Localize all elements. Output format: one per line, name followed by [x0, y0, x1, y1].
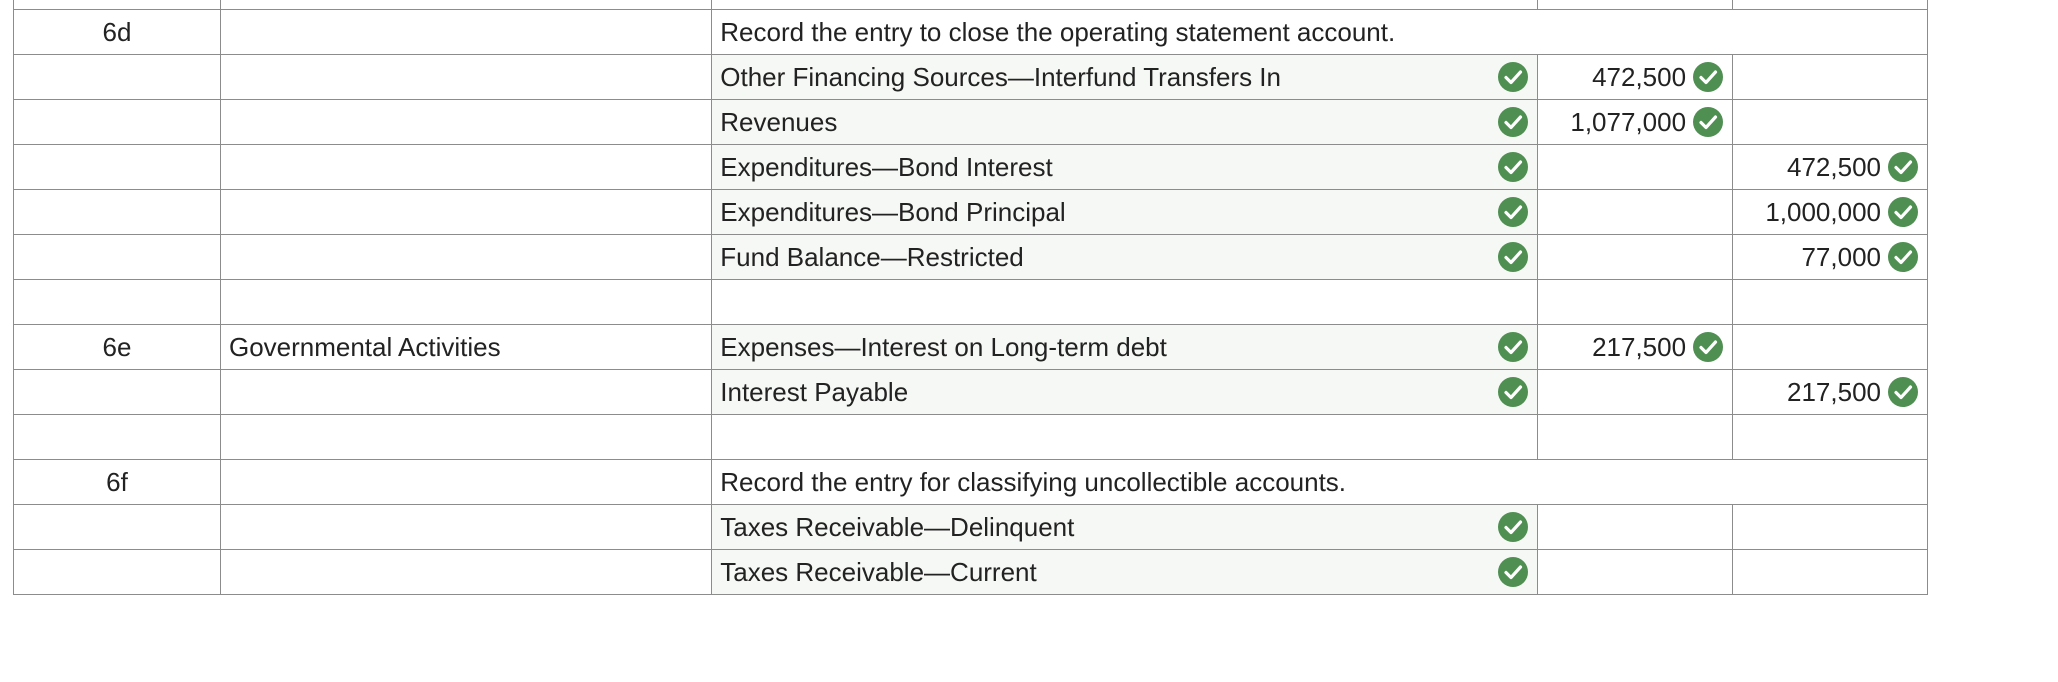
- fund-description: Governmental Activities: [228, 331, 501, 362]
- journal-row: [14, 505, 1928, 550]
- fund-description-cell: [220, 190, 711, 235]
- transaction-number-cell: [14, 505, 221, 550]
- credit-amount: 217,500: [1787, 376, 1881, 407]
- transaction-number-cell: [14, 145, 221, 190]
- credit-cell[interactable]: [1733, 0, 1928, 10]
- debit-cell[interactable]: [1538, 235, 1733, 280]
- account-title: Expenses—Interest on Long-term debt: [720, 331, 1167, 362]
- journal-entry-table: [13, 0, 1928, 595]
- credit-cell[interactable]: [1733, 280, 1928, 325]
- credit-amount: 77,000: [1801, 241, 1881, 272]
- account-title: Taxes Receivable—Delinquent: [720, 511, 1075, 542]
- journal-row: [14, 55, 1928, 100]
- fund-description-cell: [220, 460, 711, 505]
- credit-cell[interactable]: [1733, 505, 1928, 550]
- debit-cell[interactable]: [1538, 280, 1733, 325]
- debit-cell[interactable]: [1538, 370, 1733, 415]
- transaction-number-cell: [14, 370, 221, 415]
- account-title-cell[interactable]: [712, 280, 1538, 325]
- debit-amount: 472,500: [1592, 61, 1687, 92]
- debit-cell[interactable]: [1538, 0, 1733, 10]
- account-title-cell[interactable]: [712, 190, 1538, 235]
- debit-cell[interactable]: [1538, 145, 1733, 190]
- transaction-number-cell: [14, 190, 221, 235]
- account-title: Revenues: [720, 106, 838, 137]
- journal-row: [14, 145, 1928, 190]
- journal-row: [14, 370, 1928, 415]
- transaction-number-cell: [14, 55, 221, 100]
- instruction-cell: [712, 10, 1928, 55]
- debit-cell[interactable]: [1538, 325, 1733, 370]
- fund-description-cell: [220, 145, 711, 190]
- account-correct-check-icon: [1497, 196, 1529, 228]
- credit-correct-check-icon: [1887, 241, 1919, 273]
- account-title: Expenditures—Bond Principal: [720, 196, 1066, 227]
- transaction-number-cell: [14, 415, 221, 460]
- instruction-text: Record the entry to close the operating statement account.: [720, 16, 1396, 47]
- journal-row: [14, 280, 1928, 325]
- account-title-cell[interactable]: [712, 415, 1538, 460]
- transaction-number-cell: [14, 460, 221, 505]
- account-title: Other Financing Sources—Interfund Transfers In: [720, 61, 1281, 92]
- account-title: Fund Balance—Restricted: [720, 241, 1024, 272]
- journal-row: [14, 0, 1928, 10]
- transaction-number-cell: [14, 325, 221, 370]
- transaction-number-cell: [14, 100, 221, 145]
- debit-amount: 1,077,000: [1570, 106, 1687, 137]
- transaction-number-cell: [14, 280, 221, 325]
- account-title-cell[interactable]: [712, 325, 1538, 370]
- account-title-cell[interactable]: [712, 145, 1538, 190]
- fund-description-cell: [220, 0, 711, 10]
- transaction-number-cell: [14, 235, 221, 280]
- debit-correct-check-icon: [1692, 331, 1724, 363]
- journal-row: [14, 190, 1928, 235]
- journal-row: [14, 460, 1928, 505]
- credit-amount: 1,000,000: [1765, 196, 1881, 227]
- fund-description-cell: [220, 325, 711, 370]
- credit-cell[interactable]: [1733, 235, 1928, 280]
- debit-cell[interactable]: [1538, 550, 1733, 595]
- debit-correct-check-icon: [1692, 106, 1724, 138]
- transaction-number: 6e: [102, 331, 132, 362]
- journal-row: [14, 100, 1928, 145]
- credit-cell[interactable]: [1733, 190, 1928, 235]
- debit-correct-check-icon: [1692, 61, 1724, 93]
- fund-description-cell: [220, 100, 711, 145]
- fund-description-cell: [220, 415, 711, 460]
- account-title: Interest Payable: [720, 376, 909, 407]
- fund-description-cell: [220, 550, 711, 595]
- account-title: Taxes Receivable—Current: [720, 556, 1037, 587]
- instruction-text: Record the entry for classifying uncollectible accounts.: [720, 466, 1347, 497]
- transaction-number-cell: [14, 10, 221, 55]
- fund-description-cell: [220, 505, 711, 550]
- debit-cell[interactable]: [1538, 415, 1733, 460]
- account-title-cell[interactable]: [712, 100, 1538, 145]
- fund-description-cell: [220, 370, 711, 415]
- account-title-cell[interactable]: [712, 235, 1538, 280]
- credit-correct-check-icon: [1887, 196, 1919, 228]
- debit-cell[interactable]: [1538, 55, 1733, 100]
- credit-cell[interactable]: [1733, 370, 1928, 415]
- account-title-cell[interactable]: [712, 370, 1538, 415]
- account-title-cell[interactable]: [712, 505, 1538, 550]
- credit-cell[interactable]: [1733, 145, 1928, 190]
- journal-row: [14, 10, 1928, 55]
- transaction-number-cell: [14, 550, 221, 595]
- debit-cell[interactable]: [1538, 505, 1733, 550]
- account-title-cell[interactable]: [712, 0, 1538, 10]
- credit-correct-check-icon: [1887, 376, 1919, 408]
- journal-row: [14, 415, 1928, 460]
- transaction-number-cell: [14, 0, 221, 10]
- account-correct-check-icon: [1497, 241, 1529, 273]
- credit-cell[interactable]: [1733, 55, 1928, 100]
- account-title: Expenditures—Bond Interest: [720, 151, 1053, 182]
- account-title-cell[interactable]: [712, 550, 1538, 595]
- fund-description-cell: [220, 10, 711, 55]
- account-correct-check-icon: [1497, 376, 1529, 408]
- credit-cell[interactable]: [1733, 550, 1928, 595]
- debit-cell[interactable]: [1538, 100, 1733, 145]
- credit-amount: 472,500: [1787, 151, 1881, 182]
- credit-correct-check-icon: [1887, 151, 1919, 183]
- account-correct-check-icon: [1497, 61, 1529, 93]
- account-correct-check-icon: [1497, 511, 1529, 543]
- credit-cell[interactable]: [1733, 325, 1928, 370]
- journal-row: [14, 235, 1928, 280]
- journal-row: [14, 550, 1928, 595]
- transaction-number: 6f: [106, 466, 128, 497]
- journal-entry-body: [14, 0, 1928, 595]
- instruction-cell: [712, 460, 1928, 505]
- credit-cell[interactable]: [1733, 100, 1928, 145]
- transaction-number: 6d: [102, 16, 132, 47]
- fund-description-cell: [220, 235, 711, 280]
- debit-cell[interactable]: [1538, 190, 1733, 235]
- credit-cell[interactable]: [1733, 415, 1928, 460]
- account-correct-check-icon: [1497, 106, 1529, 138]
- fund-description-cell: [220, 55, 711, 100]
- fund-description-cell: [220, 280, 711, 325]
- journal-row: [14, 325, 1928, 370]
- debit-amount: 217,500: [1592, 331, 1687, 362]
- account-title-cell[interactable]: [712, 55, 1538, 100]
- account-correct-check-icon: [1497, 556, 1529, 588]
- account-correct-check-icon: [1497, 151, 1529, 183]
- account-correct-check-icon: [1497, 331, 1529, 363]
